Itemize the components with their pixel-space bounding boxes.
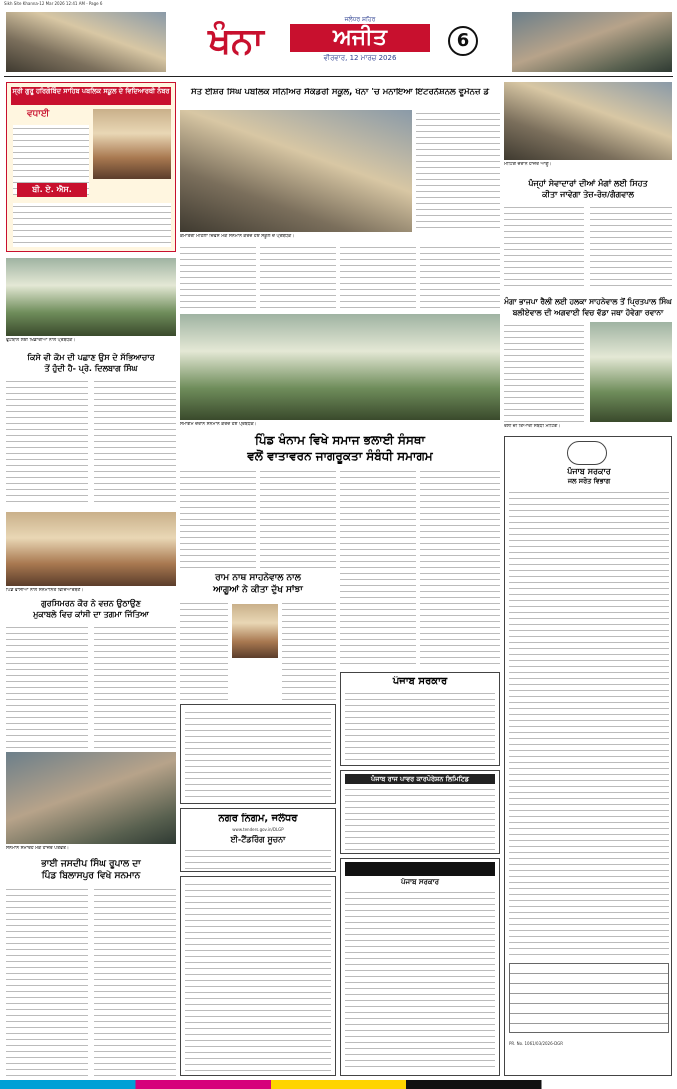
- headline-weightlifting: ਗੁਰਸਿਮਰਨ ਕੌਰ ਨੇ ਵਜ਼ਨ ਉਠਾਉਣ: [41, 599, 141, 608]
- masthead-rule: [4, 76, 673, 77]
- ad-power-corp: [340, 770, 500, 854]
- ad-punjab-sarkar: [340, 672, 500, 766]
- headline-rally: ਮੰਗਾ ਭਾਜਪਾ ਰੈਲੀ ਲਈ ਹਲਕਾ ਸਾਹਨੇਵਾਲ ਤੋਂ ਪ੍ਰਿਤਪਾਲ ਸਿੰਘ: [504, 297, 672, 306]
- masthead: [180, 14, 500, 70]
- headline-culture-b: ਤੋਂ ਹੁੰਦੀ ਹੈ- ਪ੍ਰੋ. ਦਿਲਬਾਗ ਸਿੰਘ: [44, 364, 138, 373]
- photo-condolence: [232, 604, 278, 658]
- caption-womens-day: ਕੌਮਾਂਤਰੀ ਮਹਿਲਾ ਦਿਵਸ ਮੌਕੇ ਸਨਮਾਨ ਕਰਦੇ ਹੋਏ ਸਕੂਲ ਦੇ ਪ੍ਰਬੰਧਕ।: [180, 234, 295, 239]
- color-registration-bar: [0, 1080, 677, 1089]
- text-condolence-col1: [180, 600, 228, 700]
- ad-right-table-band: [345, 862, 495, 876]
- caption-rupal: ਸਨਮਾਨ ਸਮਾਰੋਹ ਮੌਕੇ ਹਾਜ਼ਰ ਪਤਵੰਤੇ।: [6, 846, 69, 851]
- headline-rupal: ਭਾਈ ਜਸਦੀਪ ਸਿੰਘ ਰੂਪਾਲ ਦਾ: [41, 859, 141, 869]
- text-env-col1: [180, 468, 256, 568]
- text-weightlifting-col2: [94, 624, 176, 748]
- text-womens-day-side: [416, 110, 500, 232]
- headline-culture: ਕਿਸੇ ਵੀ ਕੌਮ ਦੀ ਪਛਾਣ ਉਸ ਦੇ ਸੱਭਿਆਚਾਰ: [27, 353, 155, 362]
- headline-workers-b: ਕੀਤਾ ਜਾਵੇਗਾ ਤੇਜ਼-ਰੋਜ਼/ਗੰਗਵਾਲ: [542, 190, 634, 199]
- ad-tender-table: [180, 876, 336, 1076]
- ad-tender-table-text: [185, 881, 331, 1071]
- caption-rally: ਰੈਲੀ ਦੀ ਤਿਆਰੀ ਸਬੰਧੀ ਮੀਟਿੰਗ।: [504, 424, 561, 429]
- headline-weightlifting-b: ਮੁਕਾਬਲੇ ਵਿਚ ਕਾਂਸੀ ਦਾ ਤਗਮਾ ਜਿੱਤਿਆ: [33, 610, 149, 619]
- photo-workers: [504, 82, 672, 160]
- text-workers-col1: [504, 204, 584, 288]
- headline-environment-b: ਵਲੋਂ ਵਾਤਾਵਰਨ ਜਾਗਰੂਕਤਾ ਸੰਬੰਧੀ ਸਮਾਗਮ: [247, 449, 433, 463]
- masthead-ajit: ਅਜੀਤ: [290, 24, 430, 52]
- text-weightlifting-col1: [6, 624, 88, 748]
- masthead-photo-right: [512, 12, 672, 72]
- masthead-ajit-small: ਜਲੰਧਰ ਸ਼ਹਿਰ: [344, 16, 376, 23]
- masthead-khanna: ਖੰਨਾ: [208, 21, 264, 62]
- text-env-col2: [260, 468, 336, 568]
- left-ad-footer: [13, 203, 171, 247]
- photo-womens-day: [180, 110, 412, 232]
- ad-right-notice: [504, 436, 672, 1076]
- ad-right-notice-dept: ਜਲ ਸਰੋਤ ਵਿਭਾਗ: [567, 477, 611, 485]
- ad-right-table-text: [345, 889, 495, 1071]
- ad-right-notice-text: [509, 489, 669, 959]
- text-womens-col2: [260, 244, 336, 310]
- photo-rally: [590, 322, 672, 422]
- text-env-col4: [420, 468, 500, 668]
- masthead-photo-left: [6, 12, 166, 72]
- headline-condolence-b: ਆਗੂਆਂ ਨੇ ਕੀਤਾ ਦੁੱਖ ਸਾਂਝਾ: [213, 585, 303, 595]
- photo-environment: [180, 314, 500, 420]
- text-rupal-col2: [94, 886, 176, 1076]
- caption-cultural: ਫੁੱਟਬਾਲ ਲਈ ਖਿਡਾਰੀਆਂ ਨਾਲ ਪ੍ਰਬੰਧਕ।: [6, 338, 76, 343]
- ad-right-notice-title: ਪੰਜਾਬ ਸਰਕਾਰ: [567, 467, 611, 476]
- left-top-ad: [6, 82, 176, 252]
- ad-nagar-title: ਨਗਰ ਨਿਗਮ, ਜਲੰਧਰ: [218, 813, 298, 824]
- ad-nagar-url: www.tenders.gov.in/DLGP: [232, 827, 284, 832]
- ad-right-table-title: ਪੰਜਾਬ ਸਰਕਾਰ: [400, 878, 439, 886]
- text-womens-col1: [180, 244, 256, 310]
- text-womens-col4: [420, 244, 500, 310]
- headline-condolence: ਰਾਮ ਨਾਥ ਸਾਹਨੇਵਾਲ ਨਾਲ: [215, 573, 301, 583]
- ad-right-notice-table: [509, 963, 669, 1033]
- headline-rupal-b: ਪਿੰਡ ਬਿਲਾਸਪੁਰ ਵਿਖੇ ਸਨਮਾਨ: [41, 871, 141, 881]
- ad-right-notice-footer: PR. No. 1061/03/2026-DGR: [509, 1041, 564, 1046]
- photo-rupal: [6, 752, 176, 844]
- ad-nagar-nigam: [180, 808, 336, 872]
- text-env-col3: [340, 468, 416, 668]
- photo-weightlifting: [6, 512, 176, 586]
- ad-nagar-text: [185, 847, 331, 869]
- caption-workers: ਮੀਟਿੰਗ ਦੌਰਾਨ ਹਾਜ਼ਰ ਆਗੂ।: [504, 162, 552, 167]
- left-ad-photo: [93, 109, 171, 179]
- top-strip: Sikh Site Khanna-12 Mar 2026 12:41 AM - Page 6: [4, 1, 103, 6]
- ad-tender-1-text: [185, 709, 331, 799]
- headline-environment: ਪਿੰਡ ਖੰਨਾਮ ਵਿਖੇ ਸਮਾਜ ਭਲਾਈ ਸੰਸਥਾ: [255, 433, 425, 447]
- ad-emblem-icon: [567, 441, 607, 465]
- caption-environment: ਸਮਾਗਮ ਦੌਰਾਨ ਸਨਮਾਨ ਕਰਦੇ ਹੋਏ ਪ੍ਰਬੰਧਕ।: [180, 422, 257, 427]
- text-culture-col2: [94, 378, 176, 506]
- headline-rally-b: ਬਲੀਏਵਾਲ ਦੀ ਅਗਵਾਈ ਵਿਚ ਵੱਡਾ ਜਥਾ ਹੋਵੇਗਾ ਰਵਾਨਾ: [512, 308, 664, 317]
- left-ad-title: ਸ੍ਰੀ ਗੁਰੂ ਹਰਿਗੋਬਿੰਦ ਸਾਹਿਬ ਪਬਲਿਕ ਸਕੂਲ ਦੇ ਵਿਦਿਆਰਥੀ ਨੰਬਰ: [11, 87, 171, 105]
- ad-punjab-title: ਪੰਜਾਬ ਸਰਕਾਰ: [392, 676, 448, 687]
- caption-weightlifting: ਪਿੰਡ ਵਾਸੀਆਂ ਨਾਲ ਸਨਮਾਨਿਤ ਵਿਦਿਆਰਥਣ।: [6, 588, 84, 593]
- text-workers-col2: [590, 204, 672, 288]
- text-womens-col3: [340, 244, 416, 310]
- ad-tender-1: [180, 704, 336, 804]
- ad-power-title: ਪੰਜਾਬ ਰਾਜ ਪਾਵਰ ਕਾਰਪੋਰੇਸ਼ਨ ਲਿਮਿਟਿਡ: [345, 774, 495, 784]
- text-rally-col1: [504, 322, 584, 422]
- headline-workers: ਪੰਜ੍ਹਾਂ ਸੇਵਾਦਾਰਾਂ ਦੀਆਂ ਮੰਗਾਂ ਲਈ ਸਿਹਤ: [528, 179, 648, 188]
- text-culture-col1: [6, 378, 88, 506]
- masthead-date: ਵੀਰਵਾਰ, 12 ਮਾਰਚ 2026: [323, 54, 397, 62]
- ad-nagar-sub: ਈ-ਟੈਂਡਰਿੰਗ ਸੂਚਨਾ: [230, 835, 286, 844]
- left-ad-sub: ਵਧਾਈ: [27, 109, 50, 119]
- page-number: 6: [448, 26, 478, 56]
- text-rupal-col1: [6, 886, 88, 1076]
- ad-right-table: [340, 858, 500, 1076]
- photo-cultural-event: [6, 258, 176, 336]
- text-condolence-col2: [282, 600, 336, 700]
- headline-womens-day: ਸੰਤ ਈਸ਼ਰ ਸਿੰਘ ਪਬਲਿਕ ਸੀਨੀਅਰ ਸੈਕੰਡਰੀ ਸਕੂਲ, ਖੰਨਾ 'ਚ ਮਨਾਇਆ ਇੰਟਰਨੈਸ਼ਨਲ ਵੂਮੈਨਜ਼ ਡੇ: [190, 88, 489, 97]
- left-ad-badge: ਬੀ. ਏ. ਐਸ.: [17, 183, 87, 197]
- ad-power-text: [345, 786, 495, 850]
- ad-punjab-text: [345, 690, 495, 762]
